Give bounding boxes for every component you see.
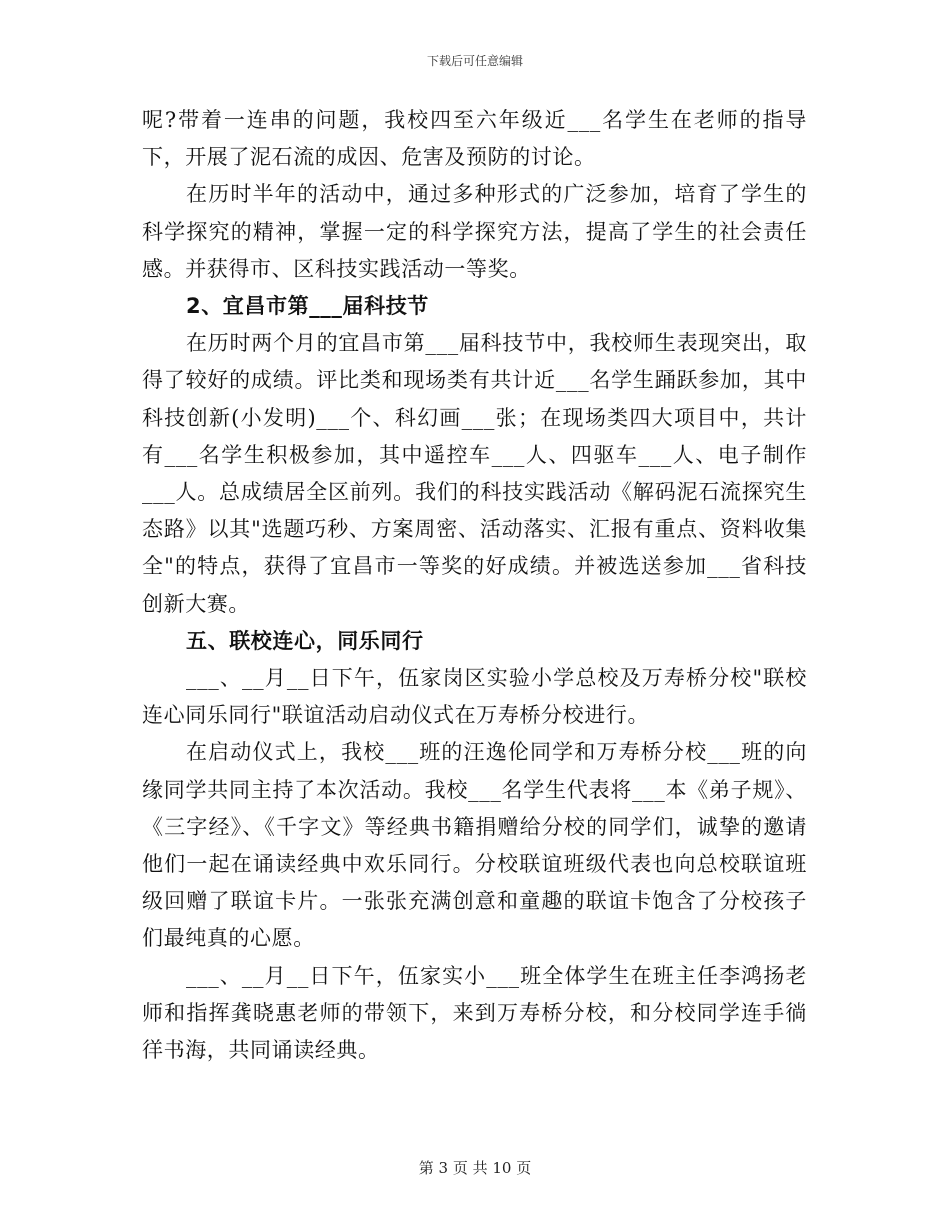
page-header: 下载后可任意编辑 (426, 54, 523, 68)
page-number: 第 3 页 共 10 页 (418, 1159, 532, 1177)
section-heading-joint-schools: 五、联校连心，同乐同行 (186, 628, 424, 653)
paragraph-continuation: 呢?带着一连串的问题，我校四至六年级近___名学生在老师的指导下，开展了泥石流的成因、危害及预防的讨论。 (142, 108, 807, 170)
paragraph-reading-visit: ___、__月__日下午，伍家实小___班全体学生在班主任李鸿扬老师和指挥龚晓惠老师的带领下，来到万寿桥分校，和分校同学连手徜徉书海，共同诵读经典。 (142, 963, 807, 1063)
paragraph-launch-ceremony: ___、__月__日下午，伍家岗区实验小学总校及万寿桥分校"联校连心同乐同行"联谊活动启动仪式在万寿桥分校进行。 (142, 666, 807, 728)
section-heading-science-festival: 2、宜昌市第___届科技节 (186, 294, 429, 319)
paragraph-activity-summary: 在历时半年的活动中，通过多种形式的广泛参加，培育了学生的科学探究的精神，掌握一定的科学探究方法，提高了学生的社会责任感。并获得市、区科技实践活动一等奖。 (142, 182, 807, 281)
paragraph-science-festival: 在历时两个月的宜昌市第___届科技节中，我校师生表现突出，取得了较好的成绩。评比类和现场类有共计近___名学生踊跃参加，其中科技创新(小发明)___个、科幻画___张；在现场类四大项目中，共计有___名学生积极参加，其中遥控车___人、四驱车___人、电子制作___人。总成绩居全区前列。我们的科技实践活动《解码泥石流探究生态路》以其"选题巧秒、方案周密、活动落实、汇报有重点、资料收集全"的特点，获得了宜昌市一等奖的好成绩。并被选送参加___省科技创新大赛。 (142, 331, 807, 616)
document-body (142, 102, 807, 1069)
paragraph-ceremony-details: 在启动仪式上，我校___班的汪逸伦同学和万寿桥分校___班的向缘同学共同主持了本次活动。我校___名学生代表将___本《弟子规》、《三字经》、《千字文》等经典书籍捐赠给分校的同学们，诚挚的邀请他们一起在诵读经典中欢乐同行。分校联谊班级代表也向总校联谊班级回赠了联谊卡片。一张张充满创意和童趣的联谊卡饱含了分校孩子们最纯真的心愿。 (142, 740, 807, 951)
